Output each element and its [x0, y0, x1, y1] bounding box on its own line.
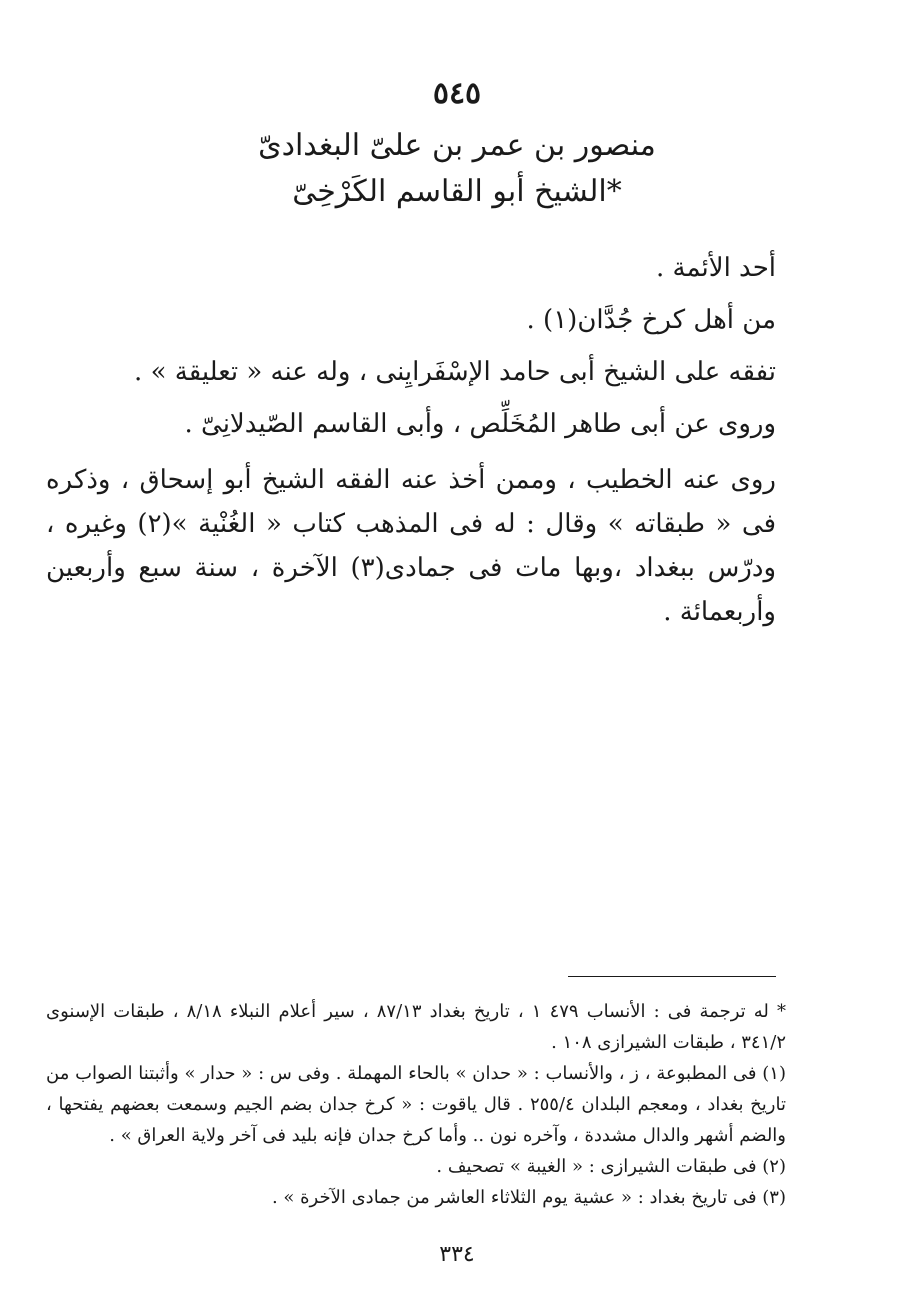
footnote: (٢) فى طبقات الشيرازى : « الغيبة » تصحيف .	[436, 1156, 786, 1177]
biography-text	[46, 242, 776, 634]
footnote: * له ترجمة فى : الأنساب ٤٧٩ ١ ، تاريخ بغداد ٨٧/١٣ ، سير أعلام النبلاء ٨/١٨ ، طبقات الإسنوى ٣٤١/٢ ، طبقات الشيرازى ١٠٨ .	[46, 1001, 787, 1053]
body-paragraph: روى عنه الخطيب ، وممن أخذ عنه الفقه الشيخ أبو إسحاق ، وذكره فى « طبقاته » وقال : له فى المذهب كتاب « الغُنْية »(٢) وغيره ، ودرّس ببغداد ،وبها مات فى جمادى(٣) الآخرة ، سنة سبع وأربعين وأربعمائة .	[46, 465, 776, 627]
entry-name-heading: منصور بن عمر بن علىّ البغدادىّ	[258, 128, 656, 163]
body-paragraph: تفقه على الشيخ أبى حامد الإسْفَرايِنى ، وله عنه « تعليقة » .	[134, 357, 776, 387]
footnote-divider	[568, 976, 776, 977]
entry-kunya-heading: الشيخ أبو القاسم الكَرْخِىّ*	[292, 174, 622, 209]
footnote: (٣) فى تاريخ بغداد : « عشية يوم الثلاثاء العاشر من جمادى الآخرة » .	[271, 1187, 786, 1208]
entry-number: ٥٤٥	[432, 76, 482, 111]
body-paragraph: من أهل كرخ جُدَّان(١) .	[526, 305, 776, 335]
footnotes-section	[46, 996, 786, 1213]
body-paragraph: وروى عن أبى طاهر المُخَلِّص ، وأبى القاسم الصّيدلانِىّ .	[184, 409, 776, 439]
footnote: (١) فى المطبوعة ، ز ، والأنساب : « حدان » بالحاء المهملة . وفى س : « حدار » وأثبتنا الصواب من تاريخ بغداد ، ومعجم البلدان ٢٥٥/٤ . قال ياقوت : « كرخ جدان بضم الجيم وسمعت بعضهم يفتحها ، والضم أشهر والدال مشددة ، وآخره نون .. وأما كرخ جدان فإنه بليد فى آخر ولاية العراق » .	[46, 1063, 786, 1146]
body-paragraph: أحد الأئمة .	[656, 253, 776, 283]
page-number: ٣٣٤	[439, 1242, 475, 1267]
